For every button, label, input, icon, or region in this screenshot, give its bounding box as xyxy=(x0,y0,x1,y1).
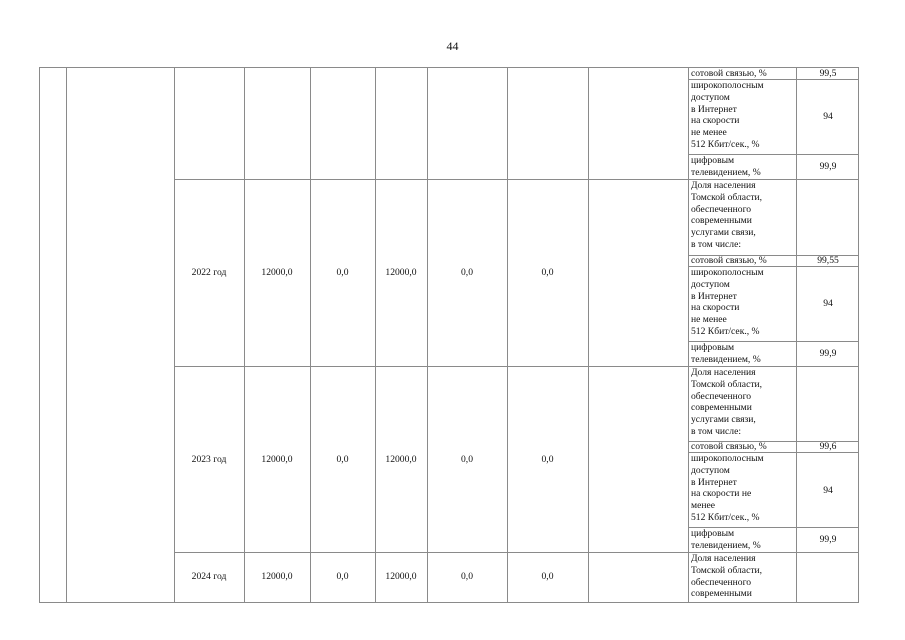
value-cell: 12000,0 xyxy=(261,571,293,582)
indicator-label: цифровым телевидением, % xyxy=(691,528,761,551)
value-cell: 12000,0 xyxy=(385,454,417,465)
indicator-value: 99,6 xyxy=(819,441,837,452)
indicator-label: широкополосным доступом в Интернет на скорости не менее 512 Кбит/сек., % xyxy=(691,267,764,337)
col-line xyxy=(375,67,376,603)
col-line xyxy=(244,67,245,603)
col-line xyxy=(858,67,859,603)
value-cell: 0,0 xyxy=(336,454,349,465)
value-cell: 0,0 xyxy=(461,267,473,278)
indicator-value: 99,9 xyxy=(819,161,837,172)
value-cell: 0,0 xyxy=(541,454,554,465)
col-line xyxy=(427,67,428,603)
col-line xyxy=(66,67,67,603)
indicator-label: Доля населения Томской области, обеспеченного современными xyxy=(691,553,763,600)
col-line xyxy=(310,67,311,603)
value-cell: 12000,0 xyxy=(385,267,417,278)
col-line xyxy=(507,67,508,603)
col-line xyxy=(39,67,40,603)
year-cell: 2024 год xyxy=(191,571,227,582)
value-cell: 12000,0 xyxy=(385,571,417,582)
indicator-label: сотовой связью, % xyxy=(691,68,767,79)
col-line xyxy=(588,67,589,603)
indicator-value: 94 xyxy=(823,111,833,122)
budget-indicators-table xyxy=(39,67,859,603)
indicator-value: 94 xyxy=(823,485,833,496)
year-cell: 2023 год xyxy=(191,454,227,465)
value-cell: 12000,0 xyxy=(261,454,293,465)
indicator-value: 99,55 xyxy=(817,255,839,266)
indicator-label: широкополосным доступом в Интернет на скорости не менее 512 Кбит/сек., % xyxy=(691,80,764,150)
indicator-label: сотовой связью, % xyxy=(691,441,767,452)
table-bottom-border xyxy=(39,602,859,603)
page-number: 44 xyxy=(446,39,459,53)
value-cell: 12000,0 xyxy=(261,267,293,278)
value-cell: 0,0 xyxy=(336,571,349,582)
indicator-label: цифровым телевидением, % xyxy=(691,342,761,365)
value-cell: 0,0 xyxy=(541,267,554,278)
value-cell: 0,0 xyxy=(336,267,349,278)
indicator-value: 94 xyxy=(823,298,833,309)
value-cell: 0,0 xyxy=(541,571,554,582)
indicator-label: сотовой связью, % xyxy=(691,255,767,266)
col-line xyxy=(688,67,689,603)
indicator-label: Доля населения Томской области, обеспеченного современными услугами связи, в том числе: xyxy=(691,180,763,250)
indicator-label: широкополосным доступом в Интернет на скорости не менее 512 Кбит/сек., % xyxy=(691,453,764,523)
indicator-label: цифровым телевидением, % xyxy=(691,155,761,178)
col-line xyxy=(174,67,175,603)
indicator-label: Доля населения Томской области, обеспеченного современными услугами связи, в том числе: xyxy=(691,367,763,437)
value-cell: 0,0 xyxy=(461,571,473,582)
indicator-value: 99,5 xyxy=(819,68,837,79)
col-line xyxy=(796,67,797,603)
year-cell: 2022 год xyxy=(191,267,227,278)
indicator-value: 99,9 xyxy=(819,534,837,545)
indicator-value: 99,9 xyxy=(819,348,837,359)
value-cell: 0,0 xyxy=(461,454,473,465)
